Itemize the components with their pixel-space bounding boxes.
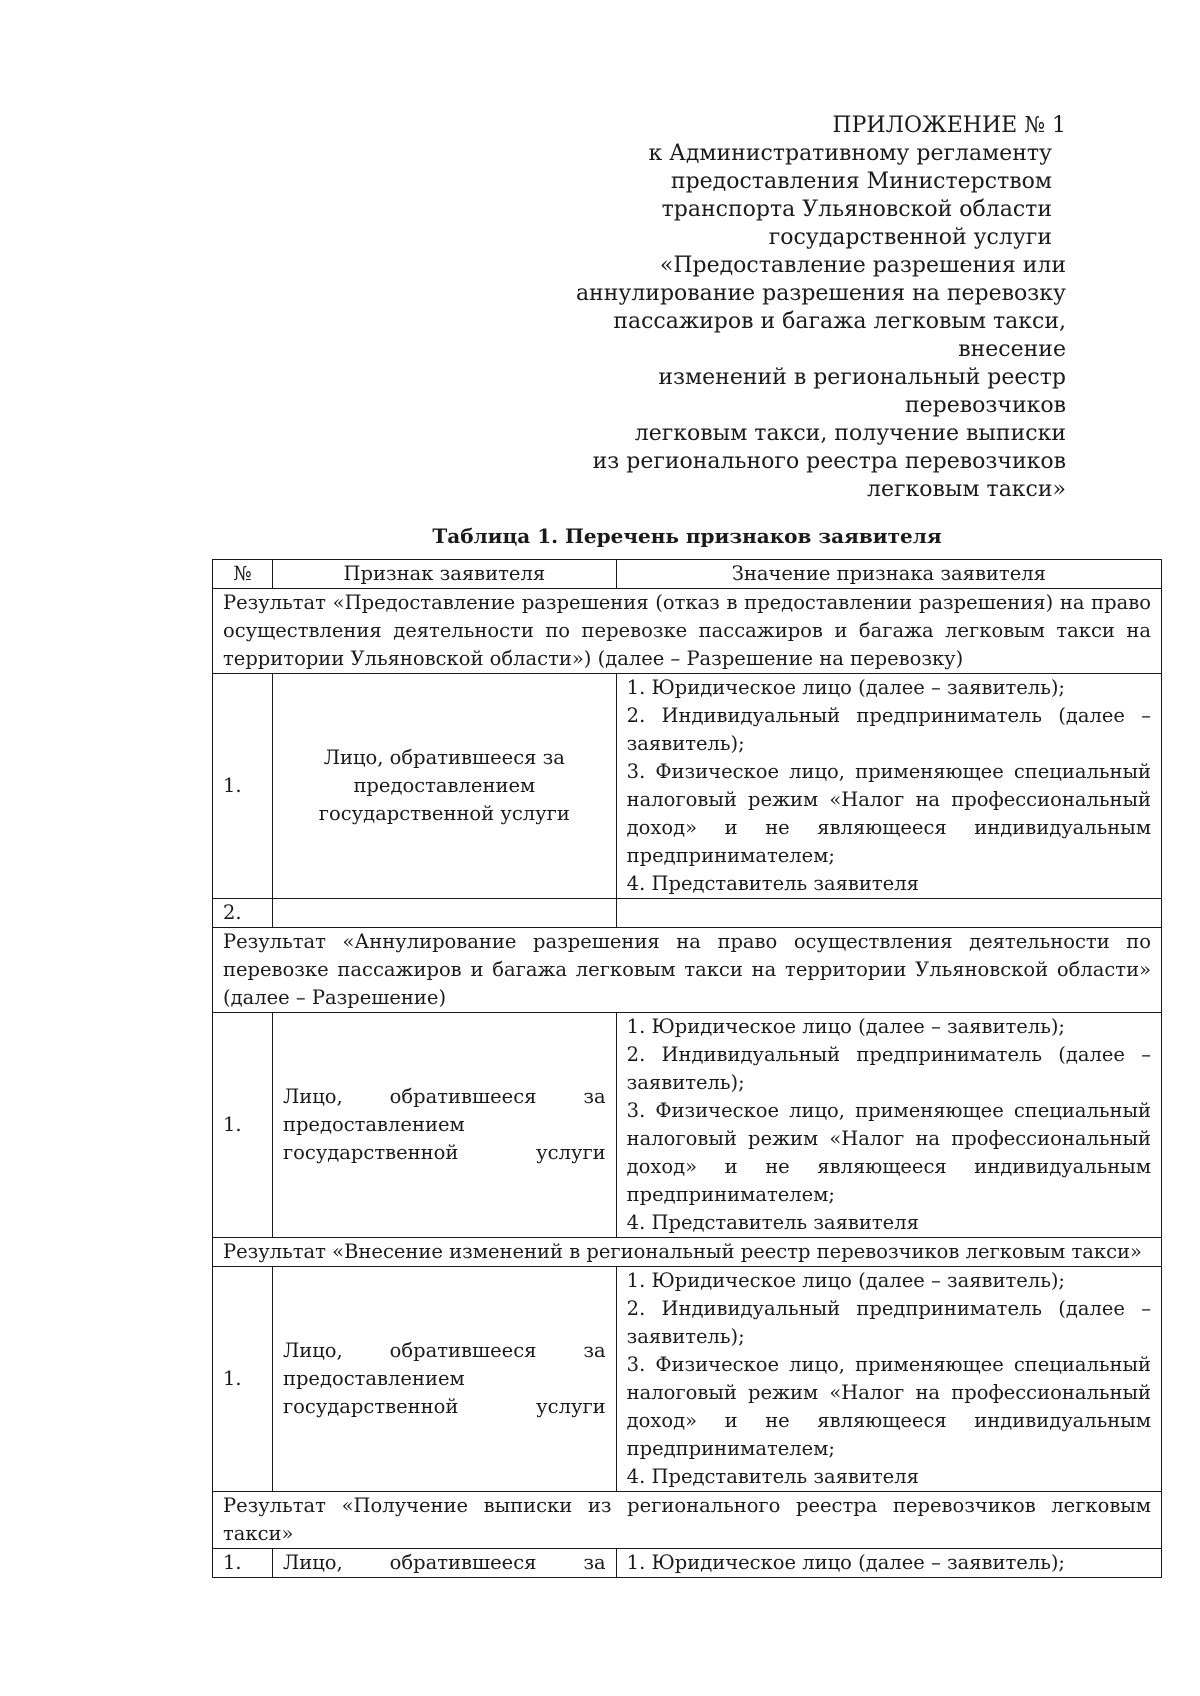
applicant-attributes-table [212, 559, 1162, 1578]
value-item: 2. Индивидуальный предприниматель (далее – заявитель); [626, 1297, 1151, 1348]
appendix-line: предоставления Министерством [670, 169, 1052, 194]
appendix-line: пассажиров и багажа легковым такси, внесение [613, 309, 1066, 362]
row-values [616, 1549, 1161, 1578]
section-title: Результат «Аннулирование разрешения на право осуществления деятельности по перевозке пассажиров и багажа легковым такси на территории Ульяновской области» (далее – Разрешение) [213, 928, 1162, 1013]
table-row [213, 1013, 1162, 1238]
appendix-line: транспорта Ульяновской области [661, 197, 1052, 222]
section-row [213, 928, 1162, 1013]
section-title: Результат «Получение выписки из регионального реестра перевозчиков легковым такси» [213, 1492, 1162, 1549]
value-item: 4. Представитель заявителя [626, 872, 919, 895]
row-attribute: Лицо, обратившееся за [272, 1549, 616, 1578]
value-item: 3. Физическое лицо, применяющее специальный налоговый режим «Налог на профессиональный доход» и не являющееся индивидуальным предпринимателем; [626, 1099, 1151, 1206]
value-item: 3. Физическое лицо, применяющее специальный налоговый режим «Налог на профессиональный доход» и не являющееся индивидуальным предпринимателем; [626, 1353, 1151, 1460]
appendix-line: легковым такси, получение выписки [634, 421, 1066, 446]
table-caption: Таблица 1. Перечень признаков заявителя [432, 524, 942, 548]
appendix-line: к Административному регламенту [648, 141, 1052, 166]
section-title: Результат «Внесение изменений в региональный реестр перевозчиков легковым такси» [213, 1238, 1162, 1267]
appendix-line: легковым такси» [867, 477, 1066, 502]
row-values [616, 674, 1161, 899]
table-row [213, 1267, 1162, 1492]
row-attribute: Лицо, обратившееся за предоставлением государственной услуги [272, 1267, 616, 1492]
row-number: 1. [213, 1267, 273, 1492]
section-row [213, 1238, 1162, 1267]
value-item: 1. Юридическое лицо (далее – заявитель); [626, 1551, 1065, 1574]
appendix-line: из регионального реестра перевозчиков [592, 449, 1066, 474]
appendix-line: «Предоставление разрешения или [659, 253, 1066, 278]
header-number: № [213, 560, 273, 589]
value-item: 1. Юридическое лицо (далее – заявитель); [626, 676, 1065, 699]
header-attribute: Признак заявителя [272, 560, 616, 589]
row-number: 2. [213, 899, 273, 928]
value-item: 2. Индивидуальный предприниматель (далее – заявитель); [626, 704, 1151, 755]
table-header-row [213, 560, 1162, 589]
row-number: 1. [213, 1549, 273, 1578]
section-row [213, 1492, 1162, 1549]
appendix-line: государственной услуги [768, 225, 1052, 250]
row-number: 1. [213, 674, 273, 899]
value-item: 3. Физическое лицо, применяющее специальный налоговый режим «Налог на профессиональный доход» и не являющееся индивидуальным предпринимателем; [626, 760, 1151, 867]
row-values [616, 899, 1161, 928]
appendix-line: аннулирование разрешения на перевозку [575, 281, 1066, 306]
value-item: 2. Индивидуальный предприниматель (далее – заявитель); [626, 1043, 1151, 1094]
table-row [213, 899, 1162, 928]
section-row [213, 589, 1162, 674]
appendix-title: ПРИЛОЖЕНИЕ № 1 [832, 113, 1066, 138]
table-row [213, 1549, 1162, 1578]
value-item: 1. Юридическое лицо (далее – заявитель); [626, 1015, 1065, 1038]
value-item: 1. Юридическое лицо (далее – заявитель); [626, 1269, 1065, 1292]
value-item: 4. Представитель заявителя [626, 1211, 919, 1234]
row-attribute: Лицо, обратившееся за предоставлением государственной услуги [272, 1013, 616, 1238]
row-attribute: Лицо, обратившееся за предоставлением государственной услуги [272, 674, 616, 899]
appendix-line: изменений в региональный реестр перевозчиков [658, 365, 1066, 418]
header-value: Значение признака заявителя [616, 560, 1161, 589]
row-number: 1. [213, 1013, 273, 1238]
row-attribute [272, 899, 616, 928]
section-title: Результат «Предоставление разрешения (отказ в предоставлении разрешения) на право осуществления деятельности по перевозке пассажиров и багажа легковым такси на территории Ульяновской области») (далее – Разрешение на перевозку) [213, 589, 1162, 674]
row-values [616, 1013, 1161, 1238]
value-item: 4. Представитель заявителя [626, 1465, 919, 1488]
appendix-header [506, 112, 1066, 504]
row-values [616, 1267, 1161, 1492]
table-row [213, 674, 1162, 899]
